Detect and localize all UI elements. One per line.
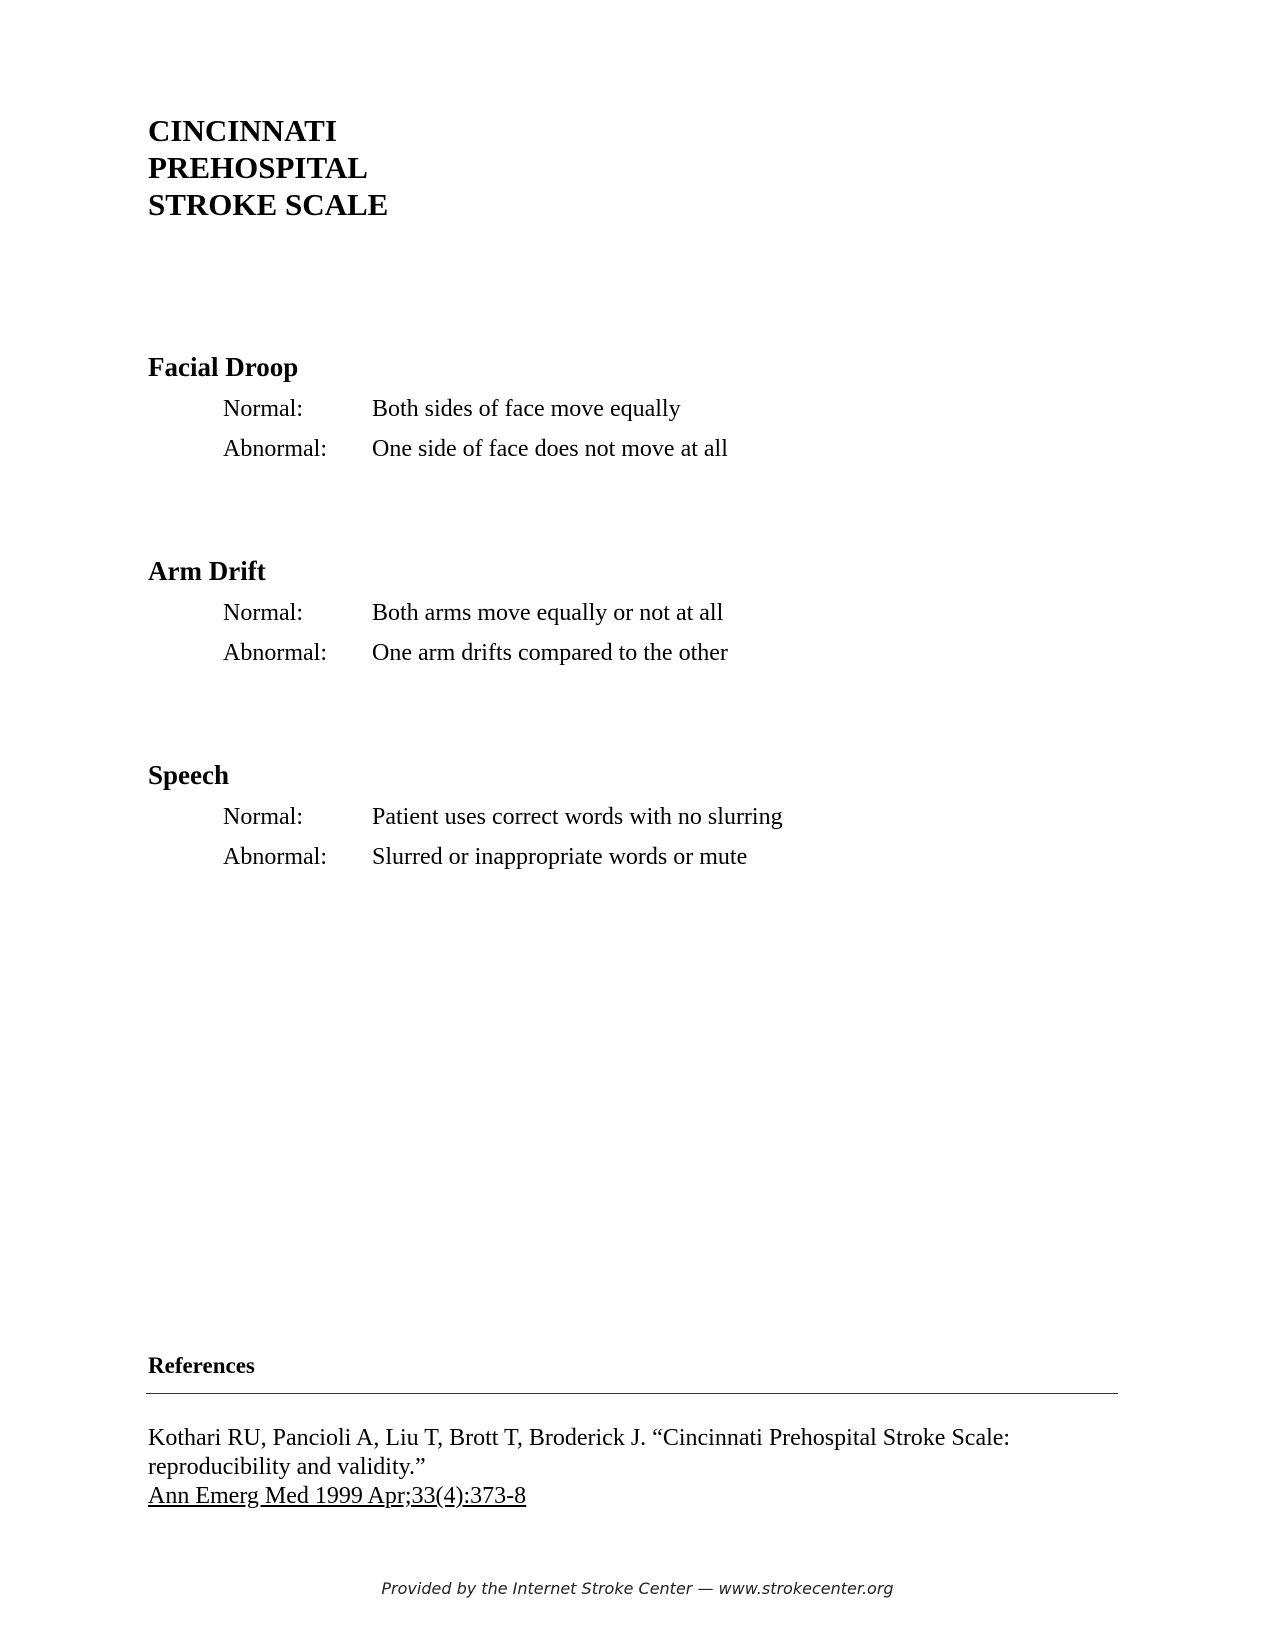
speech-normal-row: [223, 802, 783, 832]
title-line-3: STROKE SCALE: [148, 187, 389, 222]
journal-link[interactable]: Ann Emerg Med 1999 Apr;33(4):373-8: [148, 1483, 527, 1509]
criterion-text: Both sides of face move equally: [372, 396, 681, 422]
reference-citation: [148, 1424, 1108, 1511]
title-line-1: CINCINNATI: [148, 113, 337, 148]
citation-line-2: reproducibility and validity.”: [148, 1454, 426, 1480]
criterion-text: Both arms move equally or not at all: [372, 600, 724, 626]
criterion-text: Slurred or inappropriate words or mute: [372, 844, 748, 870]
criterion-text: One arm drifts compared to the other: [372, 640, 728, 666]
arm-drift-abnormal-row: [223, 638, 728, 668]
title-line-2: PREHOSPITAL: [148, 150, 368, 185]
references-divider: [146, 1393, 1118, 1394]
arm-drift-normal-row: [223, 598, 723, 628]
facial-droop-normal-row: [223, 394, 681, 424]
criterion-text: Patient uses correct words with no slurring: [372, 804, 783, 830]
footer-credit: Provided by the Internet Stroke Center — www.strokecenter.org: [381, 1579, 894, 1598]
criterion-label: Abnormal:: [223, 640, 327, 666]
references-heading: References: [148, 1353, 255, 1378]
criterion-text: One side of face does not move at all: [372, 436, 728, 462]
speech-abnormal-row: [223, 842, 747, 872]
citation-line-1: Kothari RU, Pancioli A, Liu T, Brott T, Broderick J. “Cincinnati Prehospital Stroke Scale:: [148, 1425, 1011, 1451]
criterion-label: Normal:: [223, 600, 303, 626]
page-title: [148, 112, 388, 223]
section-heading-facial-droop: Facial Droop: [148, 352, 299, 382]
section-heading-speech: Speech: [148, 760, 229, 790]
section-heading-arm-drift: Arm Drift: [148, 556, 266, 586]
criterion-label: Normal:: [223, 804, 303, 830]
facial-droop-abnormal-row: [223, 434, 728, 464]
criterion-label: Abnormal:: [223, 436, 327, 462]
criterion-label: Abnormal:: [223, 844, 327, 870]
criterion-label: Normal:: [223, 396, 303, 422]
